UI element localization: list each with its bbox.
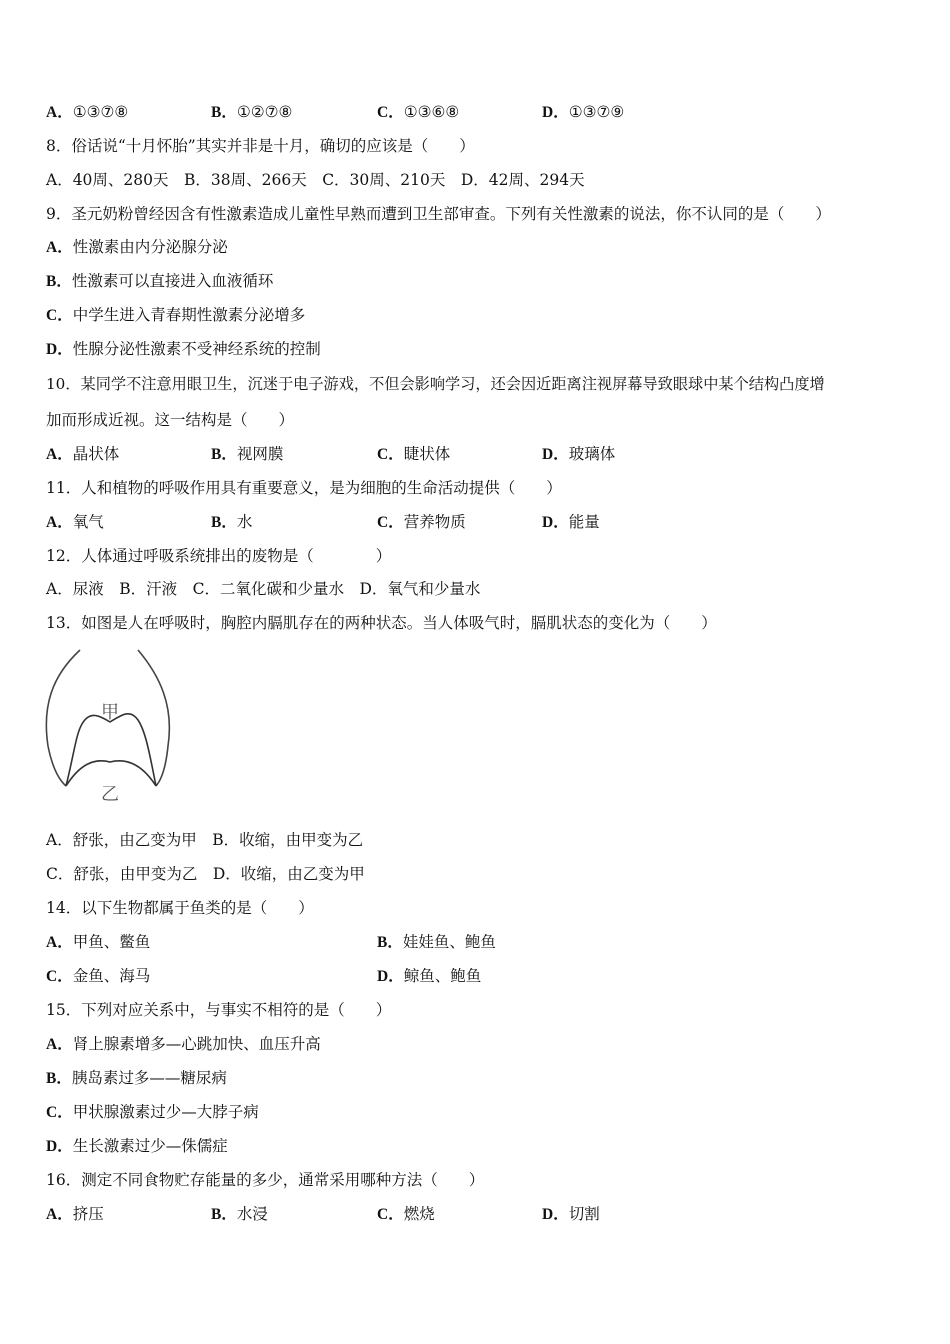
q7-option-a: A．①③⑦⑧ (46, 103, 129, 121)
q7-option-c: C．①③⑥⑧ (377, 103, 460, 121)
q12-options: A．尿液 B．汗液 C．二氧化碳和少量水 D．氧气和少量水 (46, 580, 481, 598)
q9-option-c: C．中学生进入青春期性激素分泌增多 (46, 306, 306, 324)
q15-option-b: B．胰岛素过多——糖尿病 (46, 1069, 227, 1087)
q10-stem-line2: 加而形成近视。这一结构是（ ） (46, 411, 295, 429)
q7-option-d: D．①③⑦⑨ (542, 103, 625, 121)
q13-options-line1: A．舒张，由乙变为甲 B．收缩，由甲变为乙 (46, 831, 364, 849)
q14-option-b: B．娃娃鱼、鲍鱼 (377, 933, 496, 951)
q14-option-d: D．鲸鱼、鲍鱼 (377, 967, 482, 985)
q11-option-c: C．营养物质 (377, 513, 466, 531)
diaphragm-diagram (40, 646, 180, 806)
q10-option-d: D．玻璃体 (542, 445, 616, 463)
q13-options-line2: C．舒张，由甲变为乙 D．收缩，由乙变为甲 (46, 865, 365, 883)
q14-stem: 14．以下生物都属于鱼类的是（ ） (46, 899, 314, 917)
q10-stem-line1: 10．某同学不注意用眼卫生，沉迷于电子游戏，不但会影响学习，还会因近距离注视屏幕导致眼球中某个结构凸度增 (46, 375, 825, 393)
q11-stem: 11．人和植物的呼吸作用具有重要意义，是为细胞的生命活动提供（ ） (46, 479, 562, 497)
diaphragm-state-b-icon (66, 761, 156, 786)
q7-option-b: B．①②⑦⑧ (211, 103, 293, 121)
q16-option-c: C．燃烧 (377, 1205, 435, 1223)
q15-option-a: A．肾上腺素增多—心跳加快、血压升高 (46, 1035, 321, 1053)
q10-option-a: A．晶状体 (46, 445, 120, 463)
q13-stem: 13．如图是人在呼吸时，胸腔内膈肌存在的两种状态。当人体吸气时，膈肌状态的变化为（ ） (46, 614, 717, 632)
q10-option-c: C．睫状体 (377, 445, 451, 463)
q15-option-c: C．甲状腺激素过少—大脖子病 (46, 1103, 259, 1121)
q15-option-d: D．生长激素过少—侏儒症 (46, 1137, 228, 1155)
diaphragm-state-a-icon (66, 714, 156, 786)
q16-stem: 16．测定不同食物贮存能量的多少，通常采用哪种方法（ ） (46, 1171, 485, 1189)
q10-option-b: B．视网膜 (211, 445, 284, 463)
q8-stem: 8．俗话说“十月怀胎”其实并非是十月，确切的应该是（ ） (46, 137, 475, 155)
q11-option-b: B．水 (211, 513, 253, 531)
q12-stem: 12．人体通过呼吸系统排出的废物是（ ） (46, 547, 392, 565)
q16-option-a: A．挤压 (46, 1205, 104, 1223)
q14-option-a: A．甲鱼、鳖鱼 (46, 933, 151, 951)
q8-options: A．40周、280天 B．38周、266天 C．30周、210天 D．42周、294天 (46, 171, 585, 189)
q14-option-c: C．金鱼、海马 (46, 967, 151, 985)
q11-option-a: A．氧气 (46, 513, 104, 531)
q11-option-d: D．能量 (542, 513, 600, 531)
label-jia: 甲 (101, 702, 119, 723)
q15-stem: 15．下列对应关系中，与事实不相符的是（ ） (46, 1001, 392, 1019)
q9-stem: 9．圣元奶粉曾经因含有性激素造成儿童性早熟而遭到卫生部审查。下列有关性激素的说法，你不认同的是（ ） (46, 205, 831, 223)
label-yi: 乙 (101, 784, 119, 805)
q9-option-d: D．性腺分泌性激素不受神经系统的控制 (46, 340, 321, 358)
q16-option-b: B．水浸 (211, 1205, 268, 1223)
q9-option-a: A．性激素由内分泌腺分泌 (46, 238, 228, 256)
q9-option-b: B．性激素可以直接进入血液循环 (46, 272, 274, 290)
q16-option-d: D．切割 (542, 1205, 600, 1223)
